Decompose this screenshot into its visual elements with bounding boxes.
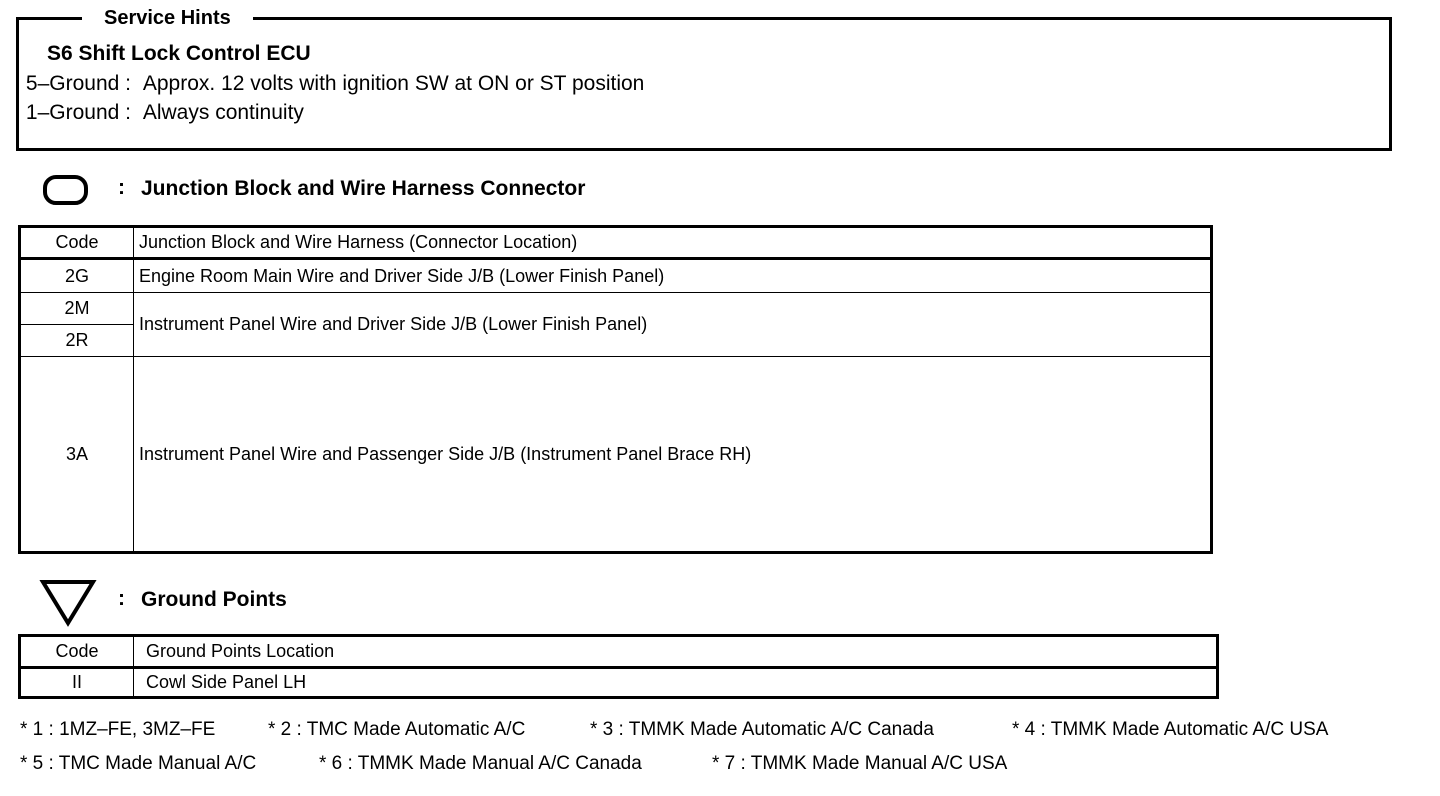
table-row (20, 357, 1212, 553)
footnote: * 5 : TMC Made Manual A/C (20, 753, 257, 774)
header-desc: Ground Points Location (134, 636, 1218, 668)
ground-colon: : (118, 587, 125, 610)
row-desc: Instrument Panel Wire and Driver Side J/B (Lower Finish Panel) (134, 293, 1212, 357)
footnote: * 1 : 1MZ–FE, 3MZ–FE (20, 719, 216, 740)
row-desc: Cowl Side Panel LH (134, 668, 1218, 698)
hint-line (0, 72, 644, 96)
service-hints-title: Service Hints (82, 7, 253, 29)
ground-title: Ground Points (141, 588, 287, 611)
row-code: 2R (20, 325, 134, 357)
junction-colon: : (118, 176, 125, 199)
header-code: Code (20, 227, 134, 259)
header-desc: Junction Block and Wire Harness (Connector Location) (134, 227, 1212, 259)
row-code: 2M (20, 293, 134, 325)
row-desc: Instrument Panel Wire and Passenger Side J/B (Instrument Panel Brace RH) (134, 357, 1212, 553)
ground-point-icon (39, 578, 97, 628)
header-code: Code (20, 636, 134, 668)
footnote: * 7 : TMMK Made Manual A/C USA (712, 753, 1008, 774)
table-row (20, 293, 1212, 325)
ground-table (18, 634, 1219, 699)
footnote: * 6 : TMMK Made Manual A/C Canada (319, 753, 642, 774)
junction-title: Junction Block and Wire Harness Connector (141, 177, 586, 200)
component-heading: S6 Shift Lock Control ECU (47, 42, 311, 65)
footnote: * 2 : TMC Made Automatic A/C (268, 719, 526, 740)
hint-label: 5–Ground : (25, 72, 131, 95)
hint-label: 1–Ground : (25, 101, 131, 124)
hint-text: Always continuity (142, 101, 304, 124)
hint-text: Approx. 12 volts with ignition SW at ON or ST position (142, 72, 645, 95)
row-code: II (20, 668, 134, 698)
junction-connector-icon (42, 174, 90, 206)
footnote: * 4 : TMMK Made Automatic A/C USA (1012, 719, 1329, 740)
junction-table (18, 225, 1213, 554)
table-header-row (20, 636, 1218, 668)
hint-line (0, 101, 304, 125)
row-code: 2G (20, 259, 134, 293)
row-desc: Engine Room Main Wire and Driver Side J/B (Lower Finish Panel) (134, 259, 1212, 293)
table-header-row (20, 227, 1212, 259)
footnote: * 3 : TMMK Made Automatic A/C Canada (590, 719, 934, 740)
table-row (20, 668, 1218, 698)
table-row (20, 259, 1212, 293)
row-code: 3A (20, 357, 134, 553)
